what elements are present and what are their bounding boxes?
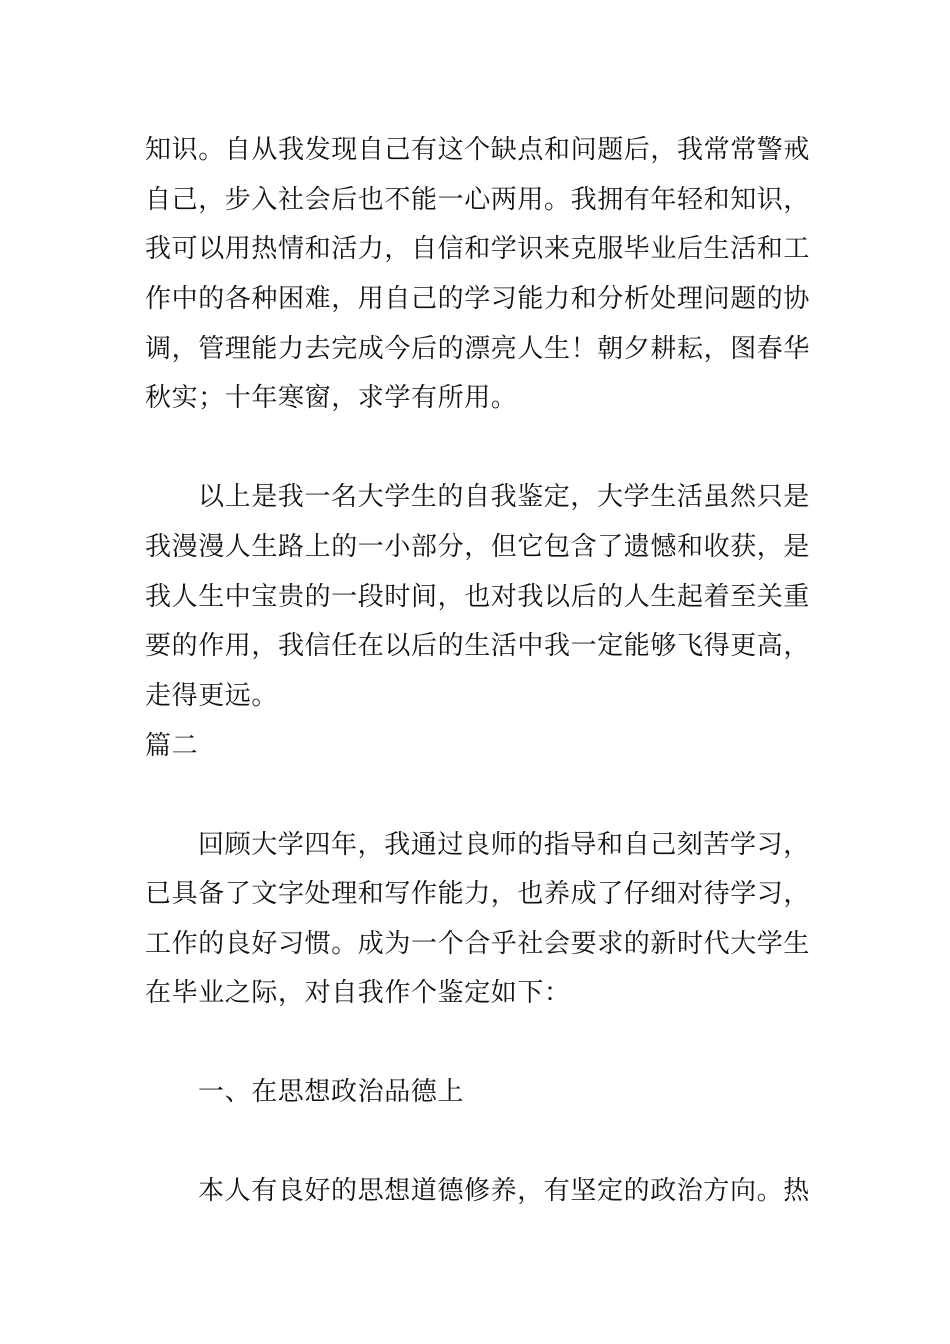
paragraph-2-line-2: 我漫漫人生路上的一小部分，但它包含了遗憾和收获，是: [145, 532, 811, 562]
section-heading: 篇二: [145, 731, 199, 761]
paragraph-1-line-3: 我可以用热情和活力，自信和学识来克服毕业后生活和工: [145, 234, 811, 264]
paragraph-4-line-1: 本人有良好的思想道德修养，有坚定的政治方向。热: [198, 1176, 810, 1206]
paragraph-3-line-1: 回顾大学四年，我通过良师的指导和自己刻苦学习，: [198, 830, 810, 860]
paragraph-1-line-6: 秋实；十年寒窗，求学有所用。: [145, 383, 518, 413]
paragraph-3-line-2: 已具备了文字处理和写作能力，也养成了仔细对待学习，: [145, 879, 811, 909]
paragraph-2-line-4: 要的作用，我信任在以后的生活中我一定能够飞得更高，: [145, 631, 811, 661]
paragraph-3-line-3: 工作的良好习惯。成为一个合乎社会要求的新时代大学生: [145, 929, 811, 959]
paragraph-3-line-4: 在毕业之际，对自我作个鉴定如下：: [145, 978, 571, 1008]
paragraph-1-line-1: 知识。自从我发现自己有这个缺点和问题后，我常常警戒: [145, 135, 811, 165]
paragraph-1-line-4: 作中的各种困难，用自己的学习能力和分析处理问题的协: [145, 284, 811, 314]
paragraph-1-line-2: 自己，步入社会后也不能一心两用。我拥有年轻和知识，: [145, 185, 811, 215]
paragraph-2-line-1: 以上是我一名大学生的自我鉴定，大学生活虽然只是: [198, 482, 810, 512]
subheading: 一、在思想政治品德上: [198, 1077, 465, 1107]
paragraph-2-line-3: 我人生中宝贵的一段时间，也对我以后的人生起着至关重: [145, 582, 811, 612]
paragraph-2-line-5: 走得更远。: [145, 681, 279, 711]
paragraph-1-line-5: 调，管理能力去完成今后的漂亮人生！朝夕耕耘，图春华: [145, 334, 811, 364]
